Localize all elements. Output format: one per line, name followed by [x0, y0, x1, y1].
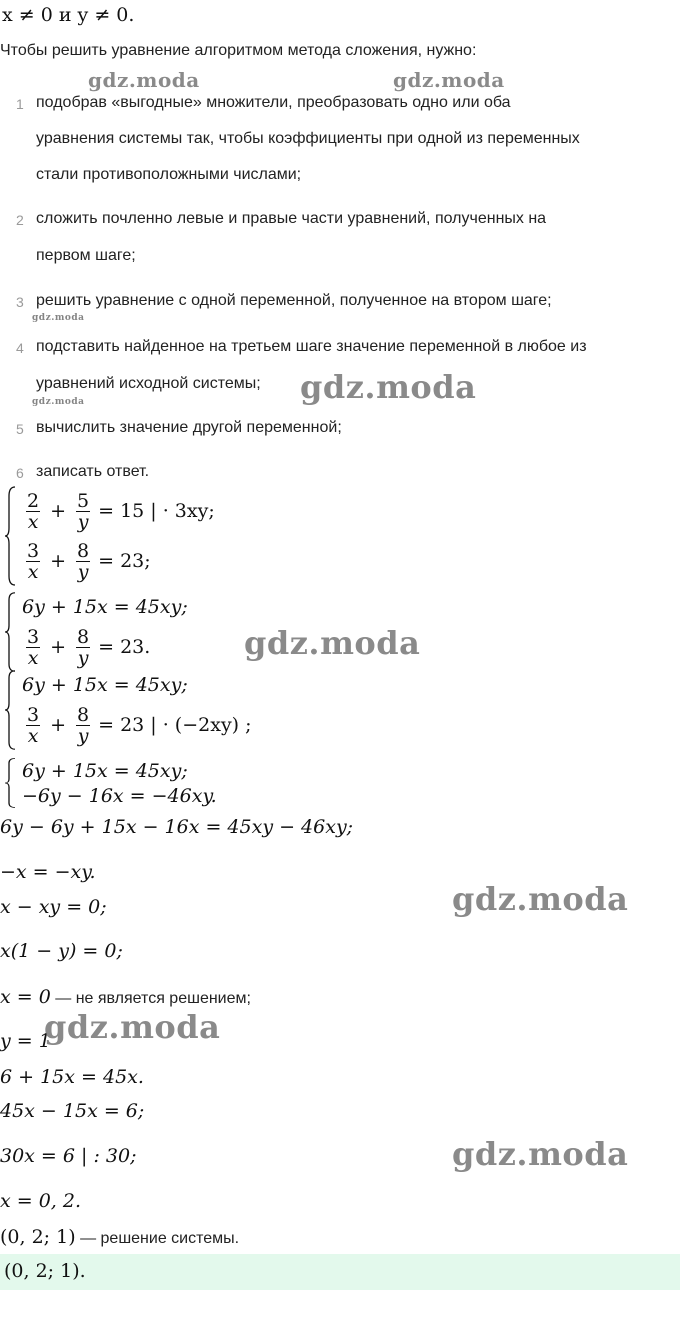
- step-4-line-2: уравнений исходной системы;: [36, 375, 261, 392]
- watermark-logo: gdz.moda: [32, 397, 85, 407]
- watermark-logo: gdz.moda: [452, 1135, 629, 1173]
- step-3-number: 3: [16, 294, 24, 310]
- solution-line: (0, 2; 1) — решение системы.: [0, 1226, 240, 1248]
- system-2-row-1: 6y + 15x = 45xy;: [22, 596, 188, 619]
- step-6-number: 6: [16, 465, 24, 481]
- left-brace: [4, 758, 16, 808]
- watermark-logo: gdz.moda: [300, 368, 477, 406]
- system-4-row-2: −6y − 16x = −46xy.: [22, 784, 217, 807]
- fraction: $\frac{3}{x}$: [27, 703, 40, 747]
- fraction: $\frac{8}{y}$: [77, 625, 90, 669]
- step-1-line-1: подобрав «выгодные» множители, преобразовать одно или оба: [36, 94, 511, 111]
- step-4-line-1: подставить найденное на третьем шаге значение переменной в любое из: [36, 338, 587, 355]
- left-brace: [4, 486, 16, 586]
- equation-sum: 6y − 6y + 15x − 16x = 45xy − 46xy;: [0, 816, 354, 838]
- system-2-row-2: $\frac{3}{x}$ + $\frac{8}{y}$ = 23.: [27, 625, 151, 669]
- step-3-line-1: решить уравнение с одной переменной, полученное на втором шаге;: [36, 292, 552, 309]
- fraction: $\frac{3}{x}$: [27, 625, 40, 669]
- watermark-logo: gdz.moda: [88, 68, 200, 92]
- system-3-row-1: 6y + 15x = 45xy;: [22, 674, 188, 697]
- equation-factored: x(1 − y) = 0;: [0, 940, 123, 962]
- left-brace: [4, 670, 16, 750]
- equation-collect: 45x − 15x = 6;: [0, 1100, 145, 1122]
- x-zero-line: x = 0 — не является решением;: [0, 986, 251, 1008]
- step-2-line-1: сложить почленно левые и правые части уравнений, полученных на: [36, 210, 547, 227]
- system-1: [4, 486, 215, 586]
- step-1-line-2: уравнения системы так, чтобы коэффициенты при одной из переменных: [36, 130, 580, 147]
- system-1-row-1: $\frac{2}{x}$ + $\frac{5}{y}$ = 15 | · 3xy;: [27, 489, 215, 533]
- watermark-logo: gdz.moda: [452, 880, 629, 918]
- fraction: $\frac{2}{x}$: [27, 489, 40, 533]
- step-1-number: 1: [16, 96, 24, 112]
- step-2-line-2: первом шаге;: [36, 247, 136, 264]
- step-1-line-3: стали противоположными числами;: [36, 166, 302, 183]
- system-1-row-2: $\frac{3}{x}$ + $\frac{8}{y}$ = 23;: [27, 539, 151, 583]
- condition-line: x ≠ 0 и y ≠ 0.: [2, 4, 135, 26]
- watermark-logo: gdz.moda: [244, 624, 421, 662]
- step-2-number: 2: [16, 212, 24, 228]
- fraction: $\frac{8}{y}$: [77, 703, 90, 747]
- step-5-number: 5: [16, 421, 24, 437]
- watermark-logo: gdz.moda: [32, 313, 85, 323]
- system-4-row-1: 6y + 15x = 45xy;: [22, 759, 188, 782]
- watermark-logo: gdz.moda: [393, 68, 505, 92]
- step-6-line-1: записать ответ.: [36, 463, 150, 480]
- equation-moved: x − xy = 0;: [0, 896, 107, 918]
- fraction: $\frac{8}{y}$: [77, 539, 90, 583]
- step-5-line-1: вычислить значение другой переменной;: [36, 419, 342, 436]
- system-4: [4, 758, 217, 808]
- watermark-logo: gdz.moda: [44, 1008, 221, 1046]
- y-value-line: y = 1: [0, 1030, 51, 1052]
- answer-box: [0, 1254, 680, 1290]
- substitution-line: 6 + 15x = 45x.: [0, 1066, 144, 1088]
- answer-text: (0, 2; 1).: [4, 1260, 86, 1282]
- algorithm-heading: Чтобы решить уравнение алгоритмом метода сложения, нужно:: [0, 42, 477, 59]
- step-4-number: 4: [16, 340, 24, 356]
- system-3: [4, 670, 252, 750]
- equation-simplified: −x = −xy.: [0, 861, 96, 883]
- equation-divide: 30x = 6 | : 30;: [0, 1145, 137, 1167]
- left-brace: [4, 592, 16, 672]
- x-value-line: x = 0, 2.: [0, 1190, 82, 1212]
- fraction: $\frac{3}{x}$: [27, 539, 40, 583]
- system-3-row-2: $\frac{3}{x}$ + $\frac{8}{y}$ = 23 | · (−2xy) ;: [27, 703, 252, 747]
- fraction: $\frac{5}{y}$: [77, 489, 90, 533]
- system-2: [4, 592, 188, 672]
